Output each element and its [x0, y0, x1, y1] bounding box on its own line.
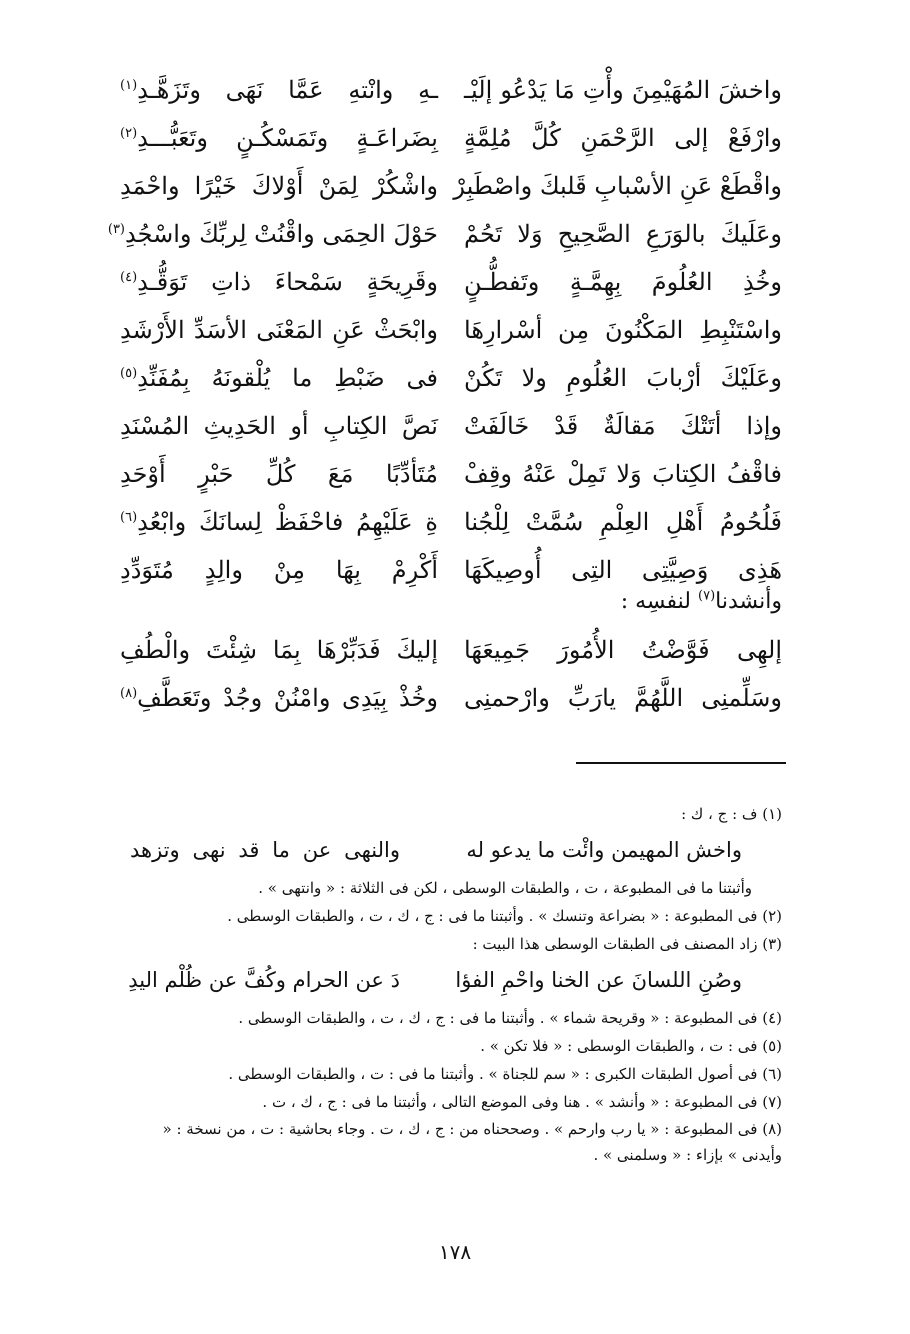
verse-second-hemistich	[120, 310, 438, 350]
verse-second-text: بِضَراعَـةٍ وتَمَسْكُـنٍ وتَعَبُّـــدِ	[137, 124, 438, 152]
footnote-3-verse	[120, 958, 782, 1004]
prose-line	[621, 582, 782, 622]
footnote-4: (٤) فى المطبوعة : « وقريحة شماء » . وأثبتنا ما فى : ج ، ك ، ت ، والطبقات الوسطى .	[238, 1009, 782, 1027]
footnote-separator	[576, 762, 786, 764]
prose-rest: لنفسِه :	[620, 589, 698, 614]
footnotes	[120, 800, 782, 1168]
verse-0	[120, 630, 782, 678]
footnote-1-head: (١) ف : ج ، ك :	[681, 805, 782, 823]
verse-0	[120, 70, 782, 118]
verse-second-hemistich	[120, 630, 438, 670]
verse-3	[107, 214, 782, 262]
footnote-1-tail: وأثبتنا ما فى المطبوعة ، ت ، والطبقات الوسطى ، لكن فى الثلاثة : « وانتهى » .	[258, 879, 752, 897]
verse-second-hemistich	[120, 406, 438, 446]
verse-second-text: ةِ عَلَيْهِمُ فاحْفَظْ لِسانَكَ وابْعُدِ	[137, 508, 438, 536]
verse-second-text: ـهِ وانْتهِ عَمَّا نَهَى وتَزَهَّـدِ	[137, 76, 438, 104]
footnote-1-verse	[120, 828, 782, 874]
verse-second-hemistich	[120, 454, 438, 494]
footnote-ref: (٢)	[120, 126, 138, 141]
prose-text: وأنشدنا	[715, 589, 782, 614]
verse-second-text: مُتَأدِّبًا مَعَ كُلِّ حَبْرٍ أَوْحَدِ	[120, 460, 438, 488]
verse-second-text: واشْكُرْ لِمَنْ أَوْلاكَ خَيْرًا واحْمَدِ	[120, 172, 438, 200]
verse-first-hemistich: فَلُحُومُ أَهْلِ العِلْمِ سُمَّتْ لِلْجُنا	[464, 508, 782, 536]
verse-second-text: وخُذْ بِيَدِى وامْنُنْ وجُدْ وتَعَطَّفِ	[137, 684, 438, 712]
verse-second-hemistich	[107, 214, 438, 254]
footnote-5: (٥) فى : ت ، والطبقات الوسطى : « فلا تكن » .	[480, 1037, 782, 1055]
footnote-1-verse-second: والنهى عن ما قد نهى وتزهد	[130, 838, 400, 862]
verse-second-text: حَوْلَ الحِمَى واقْنُتْ لِربِّكَ واسْجُدِ	[125, 220, 438, 248]
footnote-6: (٦) فى أصول الطبقات الكبرى : « سم للجناة » . وأثبتنا ما فى : ت ، والطبقات الوسطى .	[228, 1065, 782, 1083]
verse-first-hemistich: وعَلَيكَ بالوَرَعِ الصَّحِيحِ وَلا تَحُمْ	[464, 220, 782, 248]
verse-second-hemistich	[120, 550, 438, 590]
footnote-2: (٢) فى المطبوعة : « بضراعة وتنسك » . وأثبتنا ما فى : ج ، ك ، ت ، والطبقات الوسطى .	[227, 907, 782, 925]
verse-second-text: نَصَّ الكِتابِ أو الحَدِيثِ المُسْنَدِ	[120, 412, 438, 440]
verse-second-hemistich	[120, 502, 438, 542]
verse-first-hemistich: واقْطَعْ عَنِ الأسْبابِ قَلبكَ واصْطَبِرْ	[453, 172, 782, 200]
verse-8	[120, 454, 782, 502]
footnote-3-verse-second: دَ عن الحرام وكُفَّ عن ظُلْم اليدِ	[128, 968, 400, 992]
verse-first-hemistich: وارْفَعْ إلى الرَّحْمَنِ كُلَّ مُلِمَّةٍ	[464, 124, 782, 152]
verse-second-text: أَكْرِمْ بِهَا مِنْ والِدٍ مُتَوَدِّدِ	[120, 556, 438, 584]
footnote-8: (٨) فى المطبوعة : « يا رب وارحم » . وصححناه من : ج ، ك ، ت . وجاء بحاشية : ت ، من نسخة : « وأيدنى » بإزاء : « وسلمنى » .	[162, 1120, 782, 1164]
footnote-ref: (٥)	[120, 366, 138, 381]
verse-5	[120, 310, 782, 358]
verse-first-hemistich: وإذا أتَتْكَ مَقالَةٌ قَدْ خَالَفَتْ	[464, 412, 782, 440]
verse-second-hemistich	[120, 118, 438, 158]
verse-first-hemistich: وخُذِ العُلُومَ بِهِمَّـةٍ وتَفطُّـنٍ	[464, 268, 782, 296]
verse-1	[120, 118, 782, 166]
verse-second-hemistich	[120, 166, 438, 206]
footnote-ref: (٨)	[120, 686, 138, 701]
verse-second-text: وابْحَثْ عَنِ المَعْنَى الأسَدِّ الأَرْشَدِ	[120, 316, 438, 344]
verse-second-hemistich	[120, 678, 438, 718]
verse-7	[120, 406, 782, 454]
verse-second-hemistich	[120, 358, 438, 398]
verse-second-text: وقَرِيحَةٍ سَمْحاءَ ذاتِ تَوَقُّـدِ	[137, 268, 438, 296]
verse-second-hemistich	[120, 70, 438, 110]
verse-1	[120, 678, 782, 726]
footnote-ref: (٣)	[107, 222, 125, 237]
verse-first-hemistich: هَذِى وَصِيَّتِى التِى أُوصِيكَهَا	[464, 556, 782, 584]
verse-2	[120, 166, 782, 214]
page-number: ١٧٨	[438, 1240, 472, 1264]
verse-second-text: إليكَ فَدَبِّرْهَا بِمَا شِئْتَ والْطُفِ	[120, 636, 438, 664]
verse-first-hemistich: فاقْفُ الكِتابَ وَلا تَمِلْ عَنْهُ وقِفْ	[464, 460, 782, 488]
poem-block	[107, 70, 782, 598]
verse-4	[120, 262, 782, 310]
poem-block-2	[120, 630, 782, 726]
verse-first-hemistich: واخشَ المُهَيْمِنَ وأْتِ مَا يَدْعُو إلَيْـ	[464, 76, 782, 104]
footnote-ref: (٤)	[120, 270, 138, 285]
verse-9	[120, 502, 782, 550]
prose-footnote-ref: (٧)	[698, 588, 716, 604]
footnote-7: (٧) فى المطبوعة : « وأنشد » . هنا وفى الموضع التالى ، وأثبتنا ما فى : ج ، ك ، ت .	[262, 1093, 782, 1111]
footnote-3-verse-first: وصُنِ اللسانَ عن الخنا واحْمِ الفؤا	[455, 968, 742, 992]
footnote-3-head: (٣) زاد المصنف فى الطبقات الوسطى هذا البيت :	[472, 935, 782, 953]
footnote-1-verse-first: واخش المهيمن وائْت ما يدعو له	[466, 838, 742, 862]
verse-6	[120, 358, 782, 406]
verse-second-hemistich	[120, 262, 438, 302]
verse-second-text: فى ضَبْطِ ما يُلْقونَهُ بِمُفَنِّدِ	[137, 364, 438, 392]
verse-first-hemistich: وسَلِّمنِى اللَّهُمَّ يارَبِّ وارْحمنِى	[464, 684, 782, 712]
verse-first-hemistich: وعَلَيْكَ أرْبابَ العُلُومِ ولا تَكُنْ	[464, 364, 782, 392]
verse-first-hemistich: إلهِى فَوَّضْتُ الأُمُورَ جَمِيعَهَا	[464, 636, 782, 664]
footnote-ref: (١)	[120, 78, 138, 93]
verse-first-hemistich: واسْتَنْبِطِ المَكْنُونَ مِن أسْرارِهَا	[464, 316, 782, 344]
footnote-ref: (٦)	[120, 510, 138, 525]
